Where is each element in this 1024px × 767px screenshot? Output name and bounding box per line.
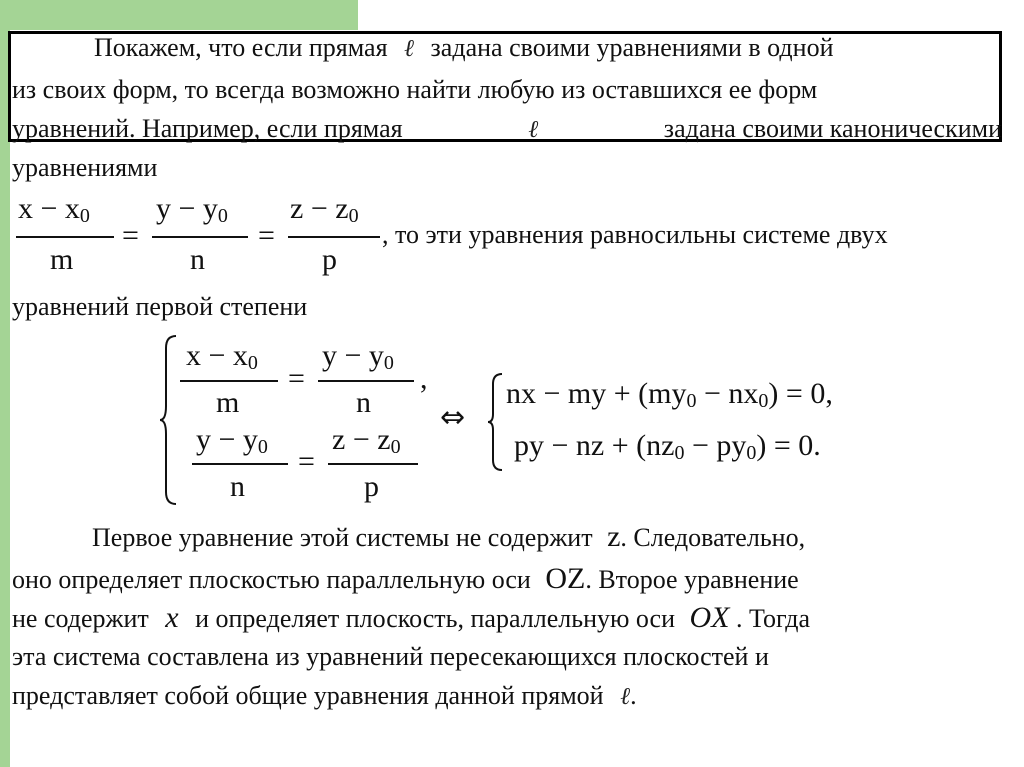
axis-ox: OX — [689, 601, 730, 634]
numerator — [186, 340, 258, 375]
text-fragment: . Тогда — [736, 604, 811, 633]
text-fragment: и определяет плоскость, параллельную оси — [195, 604, 676, 633]
line-symbol: ℓ — [404, 34, 415, 62]
equals-sign: = — [298, 445, 315, 478]
text-fragment: не содержит — [12, 604, 149, 633]
equation-part: nx − my + (my — [506, 377, 687, 410]
subscript: 0 — [746, 442, 757, 464]
equation-part: − py — [684, 429, 747, 462]
paragraph2: уравнений первой степени — [12, 292, 308, 321]
subscript: 0 — [383, 352, 394, 374]
right-brace — [486, 372, 504, 472]
denominator: n — [190, 243, 205, 276]
subscript: 0 — [686, 390, 697, 412]
fraction-bar — [16, 236, 114, 238]
text-fragment: уравнениями — [12, 153, 158, 182]
numerator-text: y − y — [196, 423, 258, 456]
numerator — [156, 193, 228, 228]
line-symbol: ℓ — [528, 115, 539, 143]
text-fragment: Покажем, что если прямая — [94, 33, 388, 62]
subscript: 0 — [79, 205, 90, 227]
text-fragment: задана своими уравнениями в одной — [430, 33, 834, 62]
equation-part: − nx — [696, 377, 759, 410]
comma: , — [420, 362, 428, 395]
fraction-bar — [318, 380, 414, 382]
paragraph1-line4 — [12, 153, 157, 183]
paragraph3-line1 — [92, 522, 805, 553]
green-top-decoration — [0, 0, 358, 30]
numerator — [332, 424, 401, 459]
numerator-text: y − y — [156, 192, 218, 225]
text-fragment: . — [630, 681, 637, 710]
denominator: m — [216, 386, 240, 419]
axis-oz: OZ — [545, 562, 586, 595]
subscript: 0 — [348, 205, 359, 227]
fraction-bar — [192, 463, 288, 465]
canonical-trailing-text: , то эти уравнения равносильны системе двух — [382, 220, 888, 249]
subscript: 0 — [390, 436, 401, 458]
general-equation-2 — [514, 430, 821, 465]
denominator: p — [364, 470, 379, 503]
paragraph1-line3 — [12, 114, 1002, 144]
numerator-text: z − z — [290, 192, 349, 225]
paragraph1-line1 — [94, 33, 834, 63]
equals-sign: = — [258, 219, 275, 252]
fraction-bar — [328, 463, 418, 465]
text-fragment: уравнений. Например, если прямая — [12, 114, 403, 143]
left-brace — [158, 334, 180, 506]
numerator — [290, 193, 359, 228]
paragraph1-line2 — [12, 75, 1002, 105]
equals-sign: = — [122, 219, 139, 252]
variable-z: z — [607, 520, 621, 553]
equivalence-arrow: ⇔ — [440, 400, 466, 435]
text-fragment: . Следовательно, — [620, 523, 806, 552]
text-fragment: задана своими каноническими — [663, 114, 1002, 143]
fraction-bar — [288, 236, 380, 238]
numerator-text: y − y — [322, 339, 384, 372]
text-fragment: представляет собой общие уравнения данной прямой — [12, 681, 604, 710]
subscript: 0 — [247, 352, 258, 374]
denominator: m — [50, 243, 74, 276]
numerator-text: z − z — [332, 423, 391, 456]
numerator — [18, 193, 90, 228]
equation-part: ) = 0. — [756, 429, 821, 462]
subscript: 0 — [257, 436, 268, 458]
numerator — [196, 424, 268, 459]
denominator: n — [230, 470, 245, 503]
variable-x: x — [165, 601, 179, 634]
text-fragment: оно определяет плоскостью параллельную оси — [12, 565, 531, 594]
subscript: 0 — [217, 205, 228, 227]
text-fragment: Первое уравнение этой системы не содержит — [92, 523, 593, 552]
paragraph3-line5 — [12, 681, 637, 711]
denominator: n — [356, 386, 371, 419]
text-fragment: из своих форм, то всегда возможно найти любую из оставшихся ее форм — [12, 75, 818, 104]
paragraph3-line2 — [12, 564, 799, 595]
text-fragment: эта система составлена из уравнений пересекающихся плоскостей и — [12, 642, 769, 671]
fraction-bar — [152, 236, 248, 238]
general-equation-1 — [506, 378, 833, 413]
numerator-text: x − x — [186, 339, 248, 372]
paragraph3-line3 — [12, 603, 810, 634]
line-symbol: ℓ — [620, 682, 631, 710]
denominator: p — [322, 243, 337, 276]
equation-part: ) = 0, — [768, 377, 833, 410]
paragraph3-line4 — [12, 642, 972, 672]
equals-sign: = — [288, 362, 305, 395]
numerator — [322, 340, 394, 375]
text-fragment: . Второе уравнение — [585, 565, 799, 594]
subscript: 0 — [758, 390, 769, 412]
numerator-text: x − x — [18, 192, 80, 225]
equation-part: py − nz + (nz — [514, 429, 675, 462]
subscript: 0 — [674, 442, 685, 464]
fraction-bar — [180, 380, 278, 382]
